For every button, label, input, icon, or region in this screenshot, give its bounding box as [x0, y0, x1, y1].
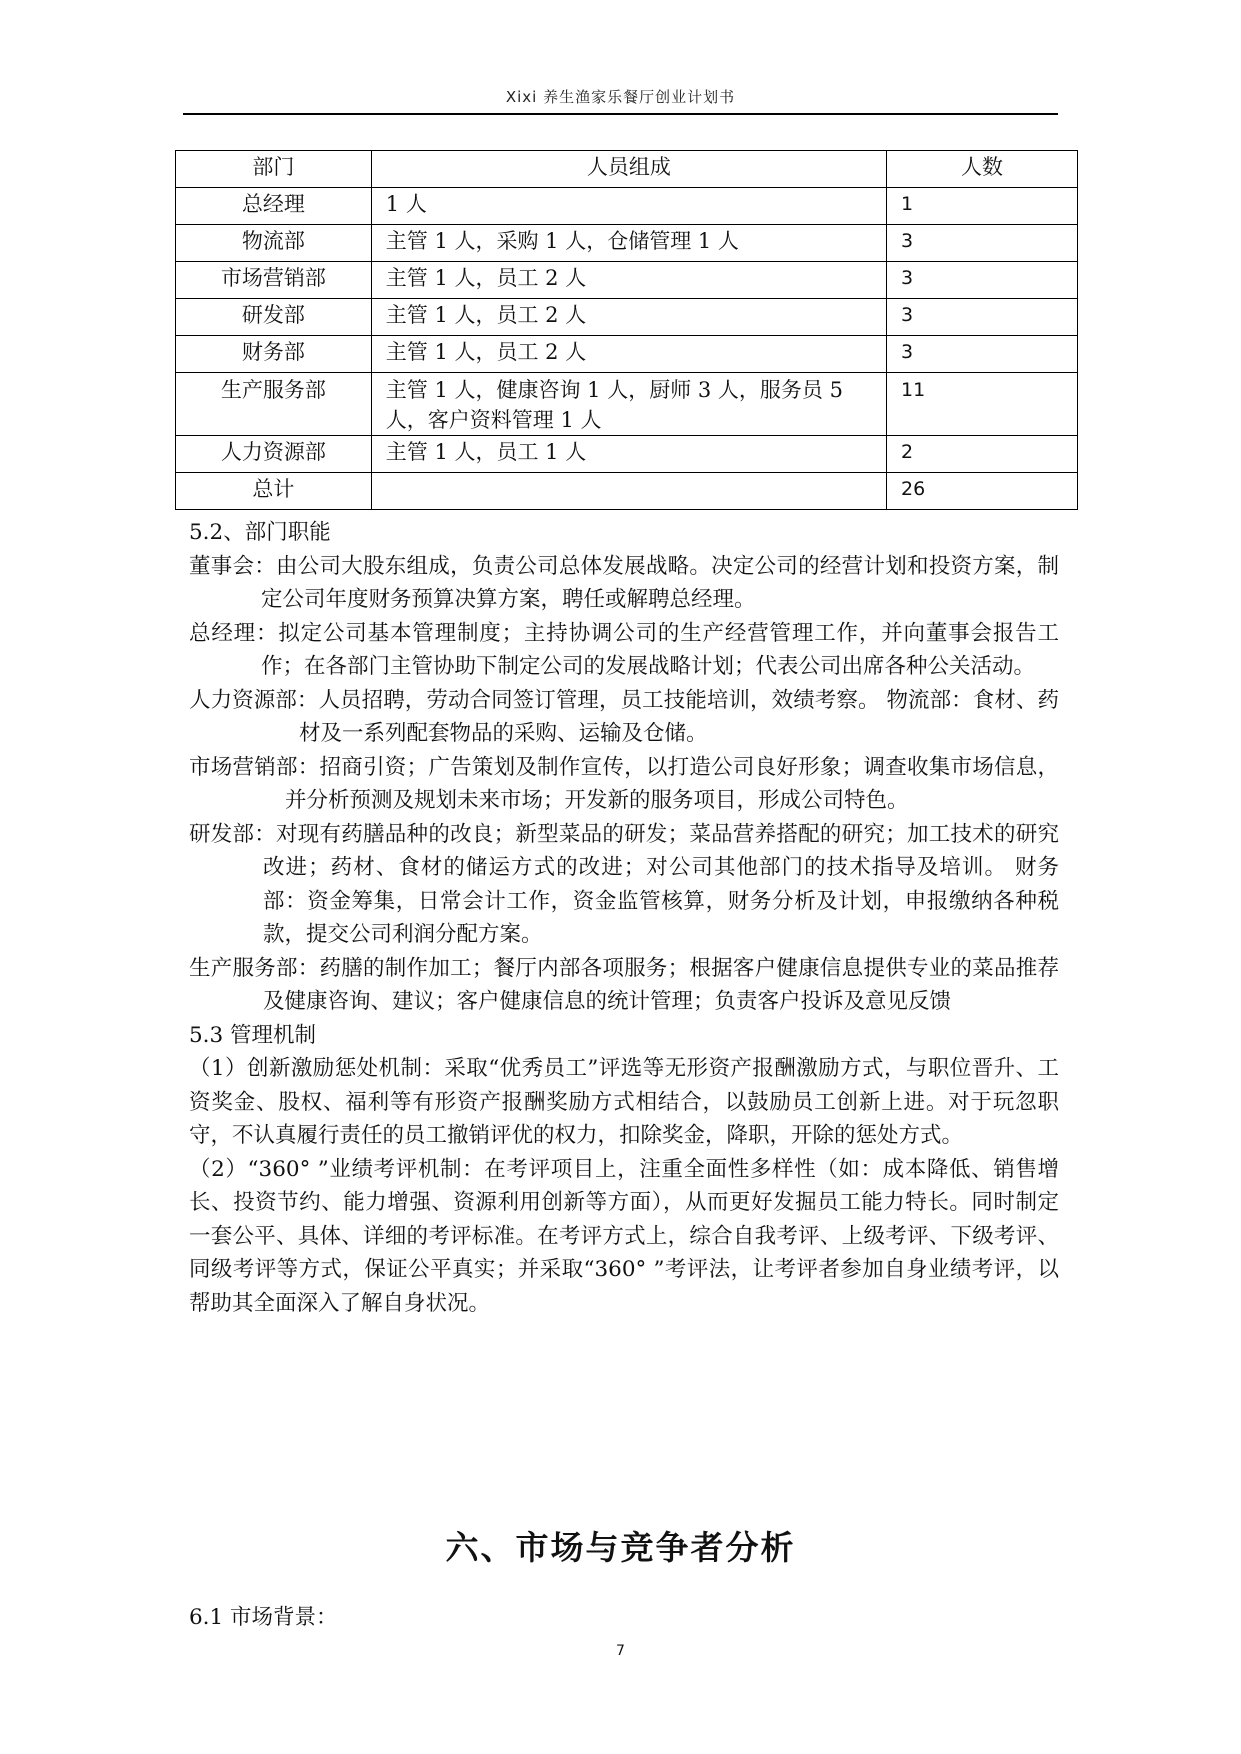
- members-cell: 主管 1 人，员工 2 人: [371, 299, 886, 336]
- table-row: [176, 262, 1078, 299]
- table-row: [176, 299, 1078, 336]
- header-divider: [183, 113, 1058, 115]
- dept-cell: 市场营销部: [176, 262, 372, 299]
- count-cell: 3: [887, 336, 1078, 373]
- paragraph-board: 董事会：由公司大股东组成，负责公司总体发展战略。决定公司的经营计划和投资方案，制定公司年度财务预算决算方案，聘任或解聘总经理。: [189, 553, 1059, 612]
- count-cell: 1: [887, 188, 1078, 225]
- dept-cell: 生产服务部: [176, 373, 372, 436]
- paragraph-360-review: （2）“360° ”业绩考评机制：在考评项目上，注重全面性多样性（如：成本降低、销售增长、投资节约、能力增强、资源利用创新等方面），从而更好发掘员工能力特长。同时制定一套公平、具体、详细的考评标准。在考评方式上，综合自我考评、上级考评、下级考评、同级考评等方式，保证公平真实；并采取“360° ”考评法，让考评者参加自身业绩考评，以帮助其全面深入了解自身状况。: [189, 1156, 1059, 1316]
- dept-cell: 物流部: [176, 225, 372, 262]
- dept-cell: 总经理: [176, 188, 372, 225]
- members-cell: [371, 473, 886, 510]
- table-header-row: [176, 151, 1078, 188]
- count-cell: 3: [887, 299, 1078, 336]
- members-cell: 主管 1 人，员工 2 人: [371, 262, 886, 299]
- page-number: 7: [616, 1643, 625, 1659]
- paragraph-rd-finance: 研发部：对现有药膳品种的改良；新型菜品的研发；菜品营养搭配的研究；加工技术的研究改进；药材、食材的储运方式的改进；对公司其他部门的技术指导及培训。 财务部：资金筹集，日常会计工作，资金监管核算，财务分析及计划，申报缴纳各种税款，提交公司利润分配方案。: [189, 821, 1059, 947]
- dept-cell: 总计: [176, 473, 372, 510]
- section-heading: 5.3 管理机制: [189, 1022, 317, 1048]
- section-5-2: [189, 516, 1059, 1320]
- count-cell: 11: [887, 373, 1078, 436]
- count-cell: 3: [887, 225, 1078, 262]
- paragraph-general-manager: 总经理：拟定公司基本管理制度；主持协调公司的生产经营管理工作，并向董事会报告工作；在各部门主管协助下制定公司的发展战略计划；代表公司出席各种公关活动。: [189, 620, 1059, 679]
- sub-heading: 6.1 市场背景：: [189, 1605, 338, 1630]
- table-row: [176, 436, 1078, 473]
- page-header-title: Xixi 养生渔家乐餐厅创业计划书: [505, 88, 736, 106]
- count-cell: 26: [887, 473, 1078, 510]
- column-header-members: 人员组成: [371, 151, 886, 188]
- count-cell: 2: [887, 436, 1078, 473]
- column-header-dept: 部门: [176, 151, 372, 188]
- count-cell: 3: [887, 262, 1078, 299]
- paragraph-marketing: 市场营销部：招商引资；广告策划及制作宣传，以打造公司良好形象；调查收集市场信息，并分析预测及规划未来市场；开发新的服务项目，形成公司特色。: [189, 754, 1059, 813]
- dept-cell: 财务部: [176, 336, 372, 373]
- members-cell: 主管 1 人，员工 2 人: [371, 336, 886, 373]
- paragraph-hr-logistics: 人力资源部：人员招聘，劳动合同签订管理，员工技能培训，效绩考察。 物流部：食材、药材及一系列配套物品的采购、运输及仓储。: [189, 687, 1059, 746]
- section-title: 六、市场与竞争者分析: [445, 1528, 796, 1567]
- members-cell: 主管 1 人，健康咨询 1 人，厨师 3 人，服务员 5 人，客户资料管理 1 人: [371, 373, 886, 436]
- staff-table: [175, 150, 1078, 510]
- dept-cell: 研发部: [176, 299, 372, 336]
- table-row: [176, 373, 1078, 436]
- members-cell: 主管 1 人，采购 1 人，仓储管理 1 人: [371, 225, 886, 262]
- paragraph-production-service: 生产服务部：药膳的制作加工；餐厅内部各项服务；根据客户健康信息提供专业的菜品推荐及健康咨询、建议；客户健康信息的统计管理；负责客户投诉及意见反馈: [189, 955, 1059, 1014]
- members-cell: 主管 1 人，员工 1 人: [371, 436, 886, 473]
- table-row: [176, 188, 1078, 225]
- members-cell: 1 人: [371, 188, 886, 225]
- paragraph-incentive: （1）创新激励惩处机制：采取“优秀员工”评选等无形资产报酬激励方式，与职位晋升、工资奖金、股权、福利等有形资产报酬奖励方式相结合，以鼓励员工创新上进。对于玩忽职守，不认真履行责任的员工撤销评优的权力，扣除奖金，降职，开除的惩处方式。: [189, 1056, 1059, 1148]
- section-heading: 5.2、部门职能: [189, 520, 331, 545]
- dept-cell: 人力资源部: [176, 436, 372, 473]
- column-header-count: 人数: [887, 151, 1078, 188]
- table-row: [176, 225, 1078, 262]
- table-total-row: [176, 473, 1078, 510]
- table-row: [176, 336, 1078, 373]
